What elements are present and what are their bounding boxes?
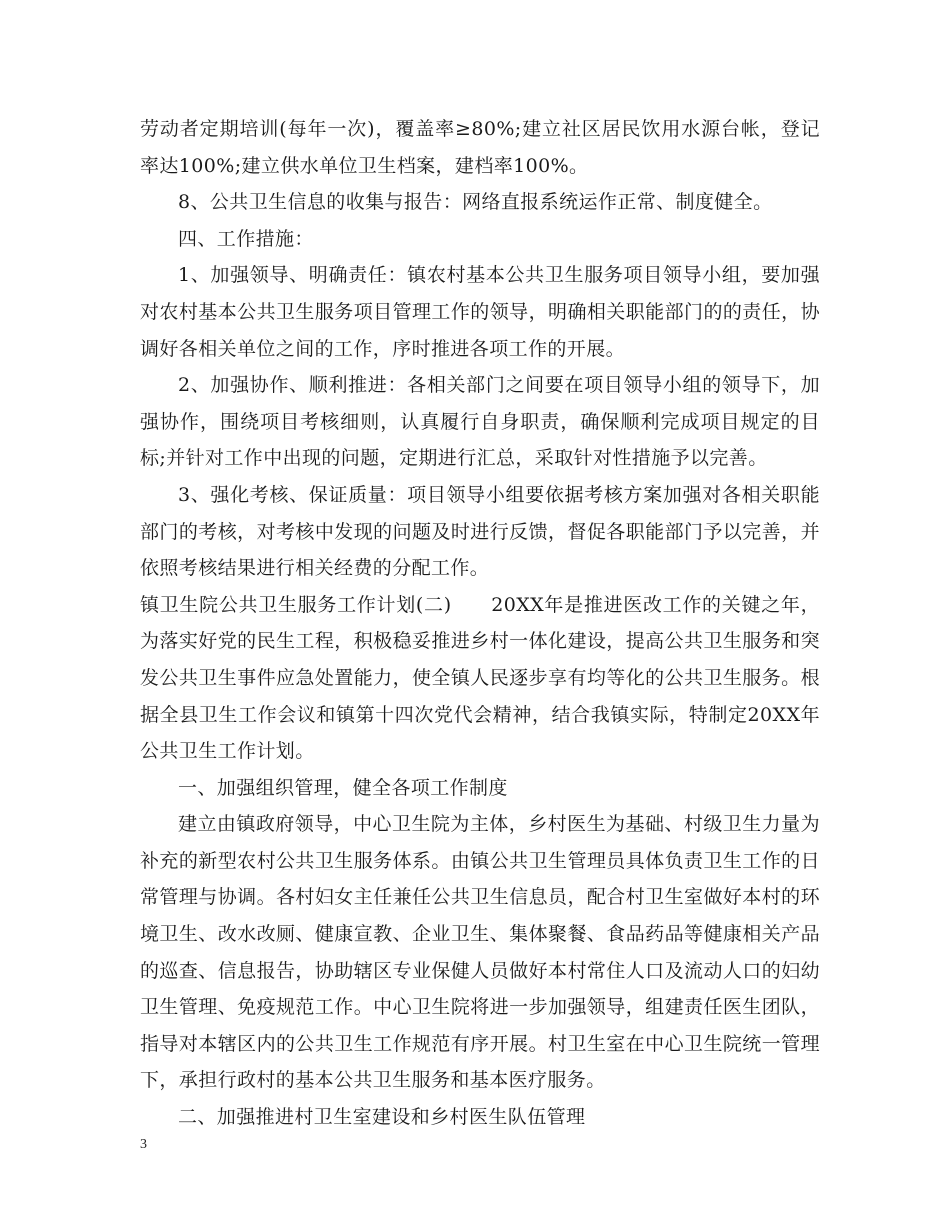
paragraph: 3、强化考核、保证质量：项目领导小组要依据考核方案加强对各相关职能部门的考核，对考核中发现的问题及时进行反馈，督促各职能部门予以完善，并依照考核结果进行相关经费的分配工作。 [140,483,820,580]
body-text [140,111,820,1136]
paragraph: 1、加强领导、明确责任：镇农村基本公共卫生服务项目领导小组，要加强对农村基本公共卫生服务项目管理工作的领导，明确相关职能部门的的责任，协调好各相关单位之间的工作，序时推进各项工作的开展。 [140,264,820,360]
section-heading: 四、工作措施： [178,227,314,250]
section-heading: 二、加强推进村卫生室建设和乡村医生队伍管理 [178,1106,586,1129]
paragraph: 8、公共卫生信息的收集与报告：网络直报系统运作正常、制度健全。 [178,191,773,214]
paragraph: 劳动者定期培训(每年一次)，覆盖率≥80%;建立社区居民饮用水源台帐，登记率达100%;建立供水单位卫生档案，建档率100%。 [140,118,820,177]
paragraph: 镇卫生院公共卫生服务工作计划(二) 20XX年是推进医改工作的关键之年，为落实好党的民生工程，积极稳妥推进乡村一体化建设，提高公共卫生服务和突发公共卫生事件应急处置能力，使全镇人民逐步享有均等化的公共卫生服务。根据全县卫生工作会议和镇第十四次党代会精神，结合我镇实际，特制定20XX年公共卫生工作计划。 [140,593,820,763]
page-number: 3 [140,1137,147,1152]
section-heading: 一、加强组织管理，健全各项工作制度 [178,776,508,799]
paragraph: 2、加强协作、顺利推进：各相关部门之间要在项目领导小组的领导下，加强协作，围绕项目考核细则，认真履行自身职责，确保顺利完成项目规定的目标;并针对工作中出现的问题，定期进行汇总，采取针对性措施予以完善。 [140,374,820,470]
paragraph: 建立由镇政府领导，中心卫生院为主体，乡村医生为基础、村级卫生力量为补充的新型农村公共卫生服务体系。由镇公共卫生管理员具体负责卫生工作的日常管理与协调。各村妇女主任兼任公共卫生信息员，配合村卫生室做好本村的环境卫生、改水改厕、健康宣教、企业卫生、集体聚餐、食品药品等健康相关产品的巡查、信息报告，协助辖区专业保健人员做好本村常住人口及流动人口的妇幼卫生管理、免疫规范工作。中心卫生院将进一步加强领导，组建责任医生团队，指导对本辖区内的公共卫生工作规范有序开展。村卫生室在中心卫生院统一管理下，承担行政村的基本公共卫生服务和基本医疗服务。 [140,813,820,1092]
